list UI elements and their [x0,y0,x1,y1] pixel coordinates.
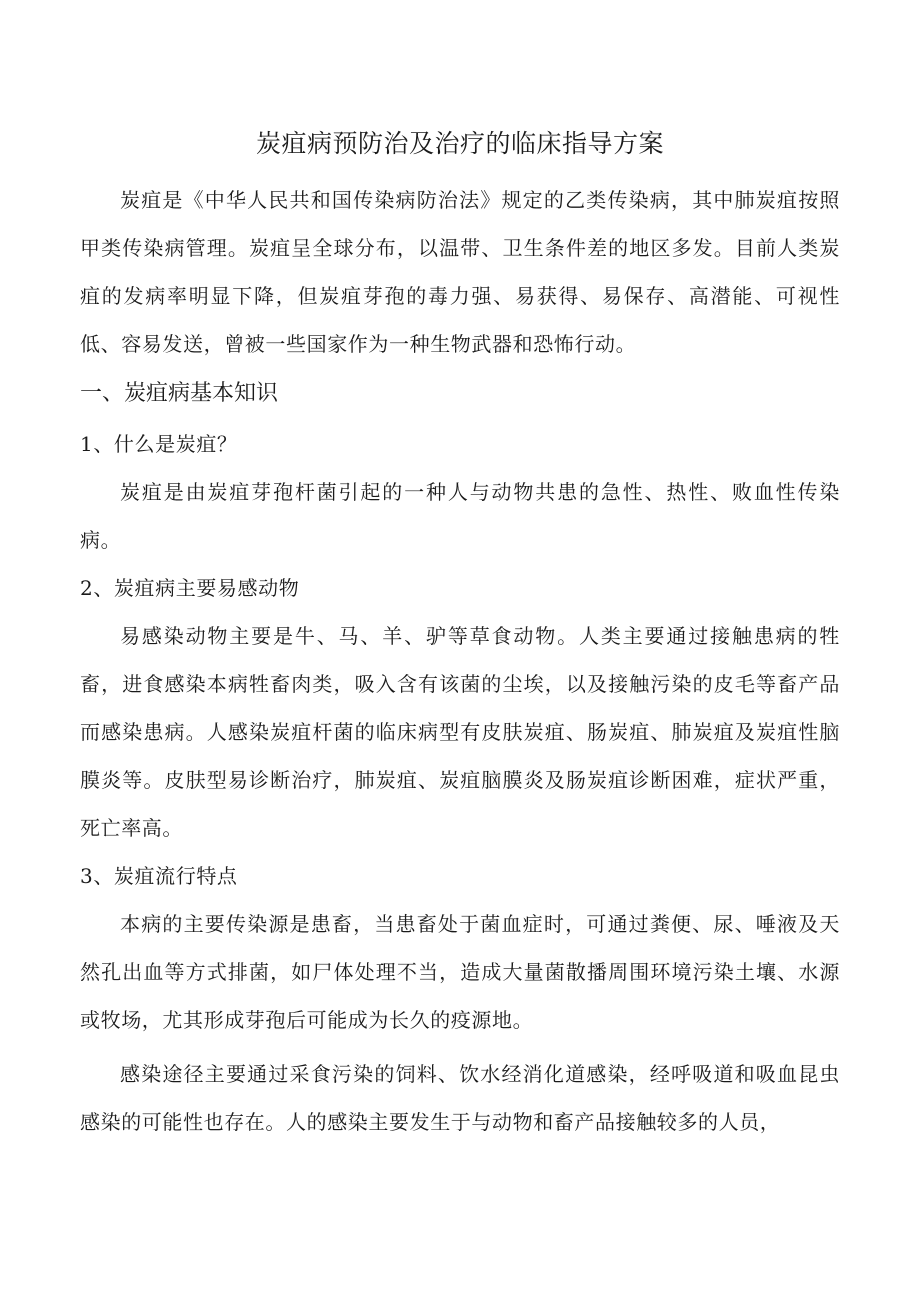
section-heading-basic-knowledge: 一、炭疽病基本知识 [80,381,279,406]
paragraph-what-is-anthrax: 炭疽是由炭疽芽孢杆菌引起的一种人与动物共患的急性、热性、败血性传染病。 [80,480,840,552]
document-title: 炭疽病预防治及治疗的临床指导方案 [255,129,664,158]
paragraph-infection-route: 感染途径主要通过采食污染的饲料、饮水经消化道感染，经呼吸道和吸血昆虫感染的可能性也存在。人的感染主要发生于与动物和畜产品接触较多的人员， [80,1062,840,1134]
paragraph-epidemic-source: 本病的主要传染源是患畜，当患畜处于菌血症时，可通过粪便、尿、唾液及天然孔出血等方式排菌，如尸体处理不当，造成大量菌散播周围环境污染土壤、水源或牧场，尤其形成芽孢后可能成为长久的疫源地。 [80,912,840,1032]
subheading-epidemic-features: 3、炭疽流行特点 [80,864,238,888]
paragraph-susceptible-animals: 易感染动物主要是牛、马、羊、驴等草食动物。人类主要通过接触患病的牲畜，进食感染本病牲畜肉类，吸入含有该菌的尘埃，以及接触污染的皮毛等畜产品而感染患病。人感染炭疽杆菌的临床病型有皮肤炭疽、肠炭疽、肺炭疽及炭疽性脑膜炎等。皮肤型易诊断治疗，肺炭疽、炭疽脑膜炎及肠炭疽诊断困难，症状严重，死亡率高。 [80,624,840,840]
subheading-susceptible-animals: 2、炭疽病主要易感动物 [80,576,300,600]
intro-paragraph: 炭疽是《中华人民共和国传染病防治法》规定的乙类传染病，其中肺炭疽按照甲类传染病管理。炭疽呈全球分布，以温带、卫生条件差的地区多发。目前人类炭疽的发病率明显下降，但炭疽芽孢的毒力强、易获得、易保存、高潜能、可视性低、容易发送，曾被一些国家作为一种生物武器和恐怖行动。 [80,188,840,356]
subheading-what-is-anthrax: 1、什么是炭疽？ [80,432,238,456]
